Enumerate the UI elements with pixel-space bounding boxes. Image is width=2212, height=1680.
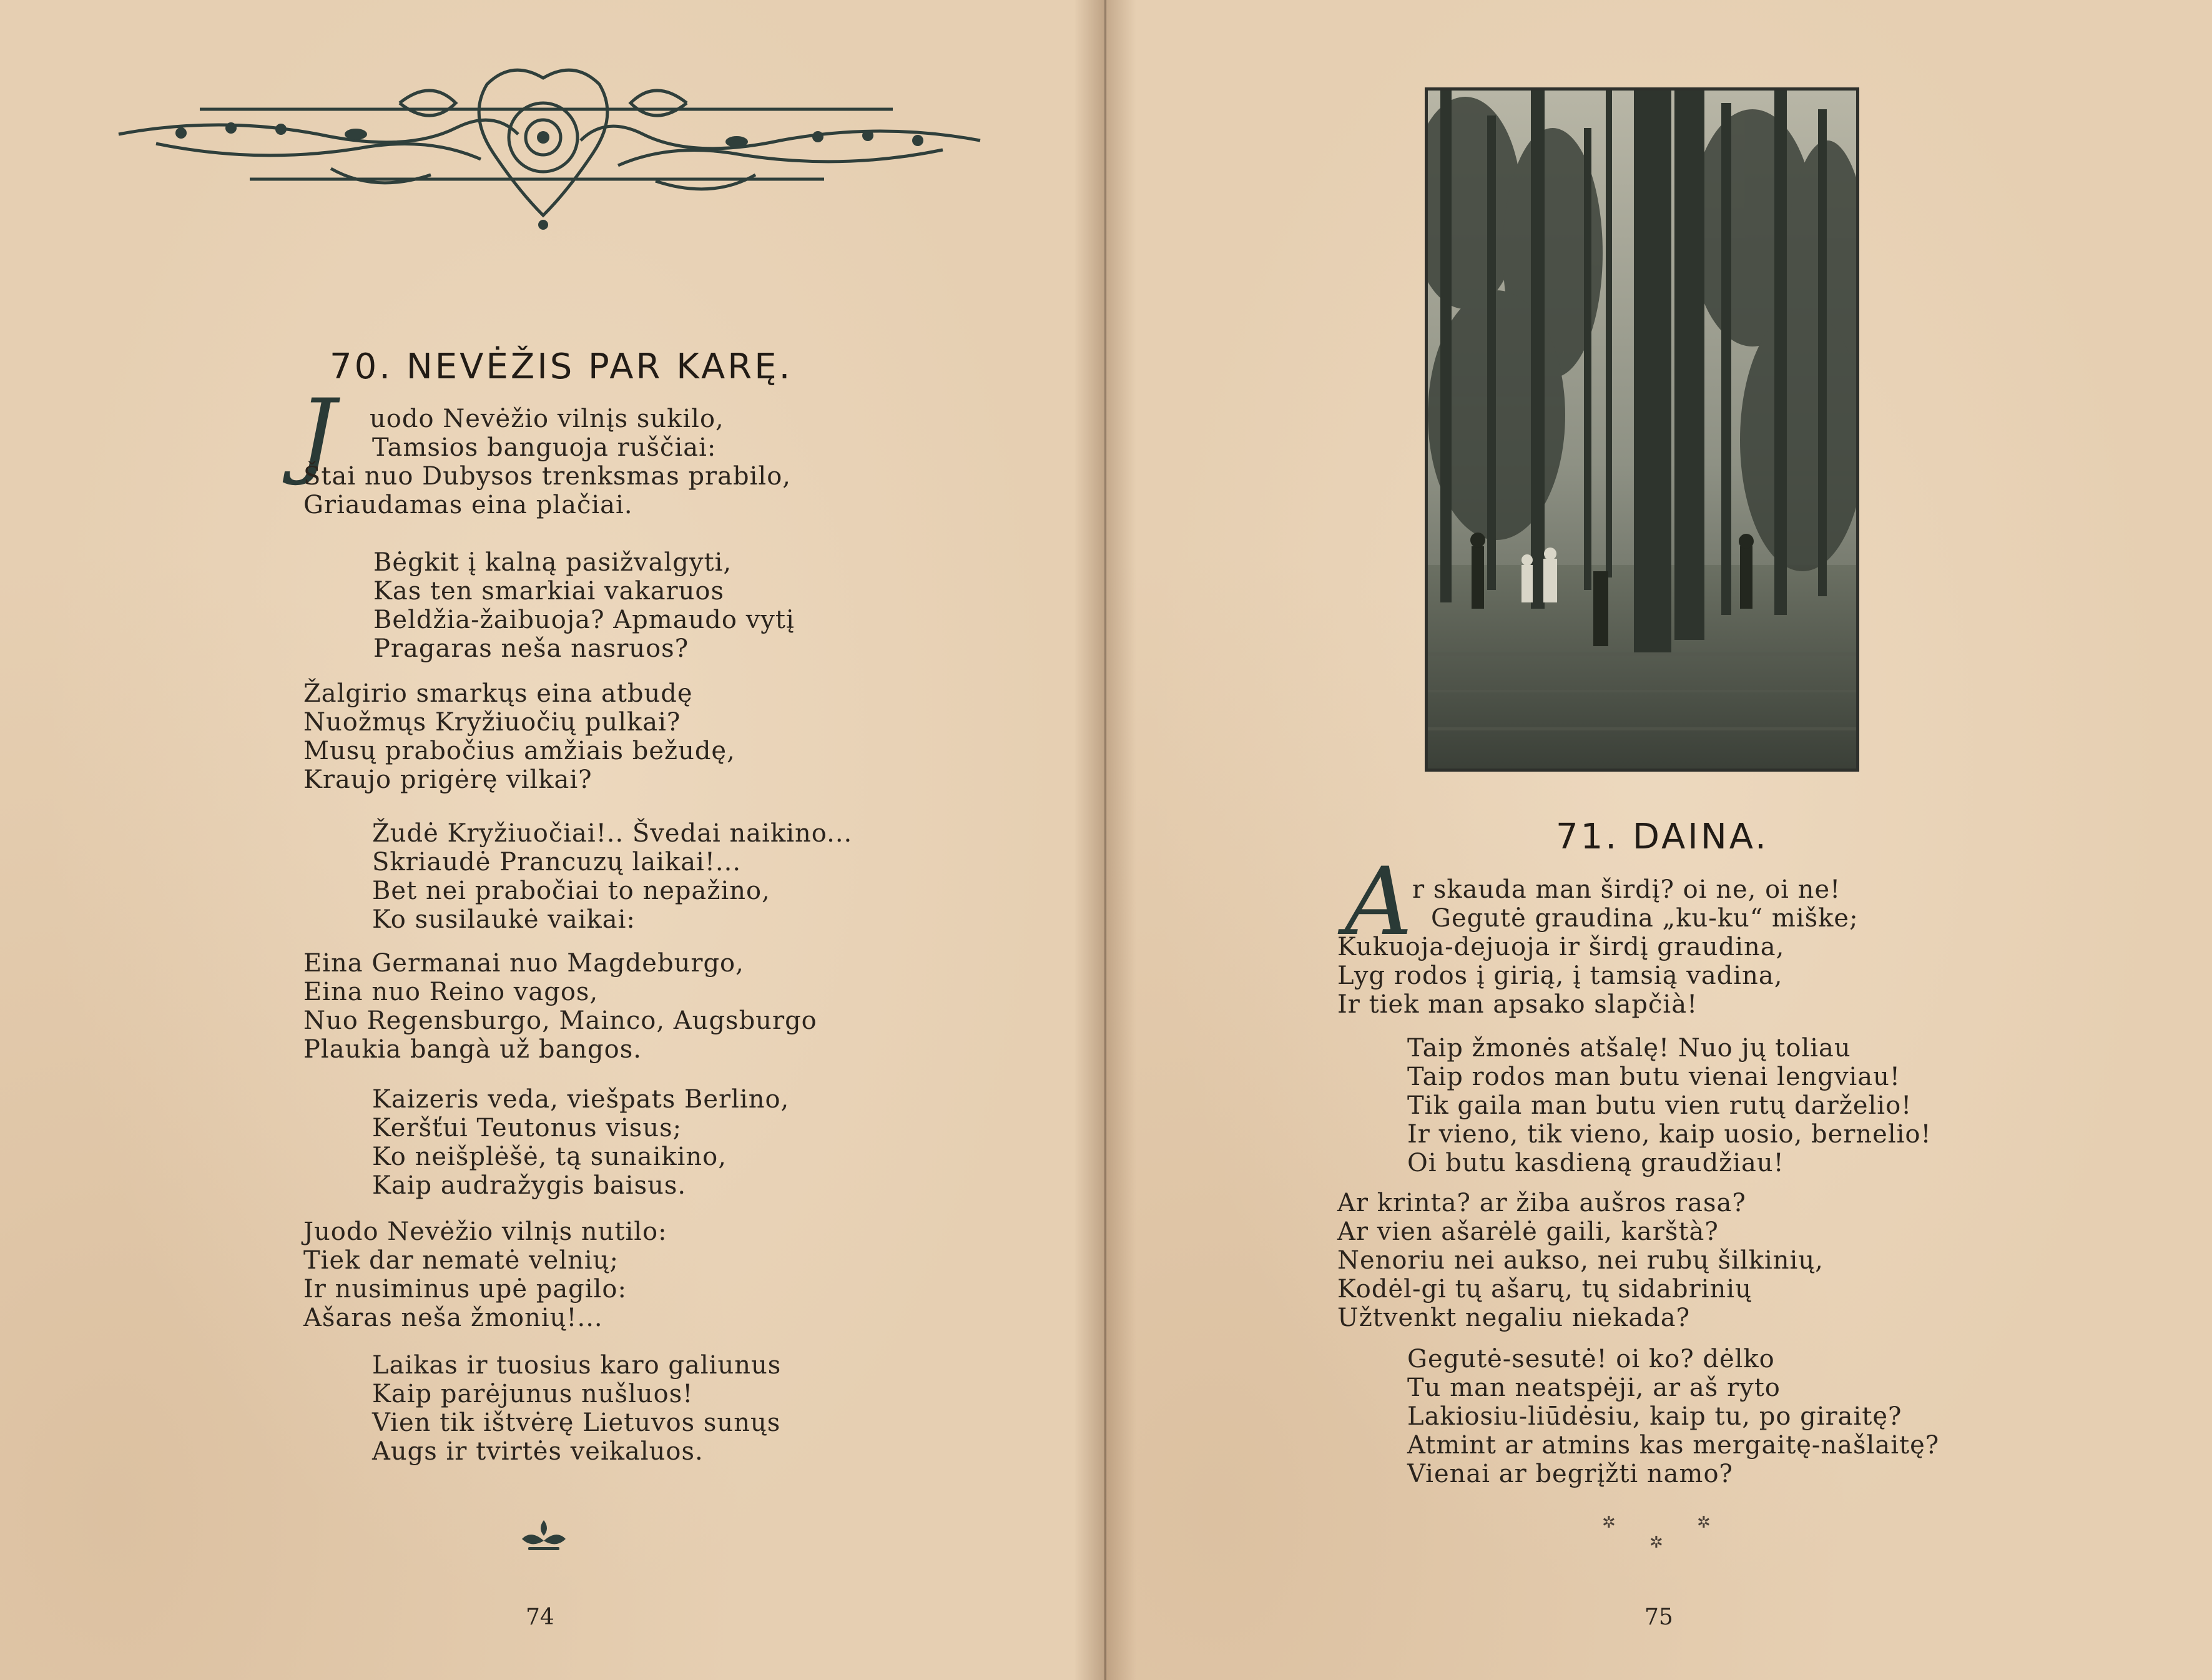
page-number: 74 (526, 1604, 554, 1630)
poem-line: Tik gaila man butu vien rutų darželio! (1407, 1091, 1912, 1120)
stanza-r1 (1412, 875, 1859, 933)
drop-cap-a: A (1345, 848, 1413, 956)
stanza-5 (303, 949, 817, 1064)
poem-line: Štai nuo Dubysos trenksmas prabilo, (303, 462, 792, 491)
stanza-r1-end (1337, 933, 1784, 1019)
poem-line: Tamsios banguoja ruščiai: (372, 433, 717, 462)
poem-line: Vienai ar begrįžti namo? (1407, 1460, 1733, 1488)
poem-line: Keršťui Teutonus visus; (372, 1114, 682, 1142)
poem-line: Atmint ar atmins kas mergaitę-našlaitę? (1407, 1431, 1940, 1460)
poem-line: Užtvenkt negaliu niekada? (1337, 1304, 1691, 1332)
stanza-3 (303, 679, 735, 794)
poem-line: Kaip parėjunus nušluos! (372, 1380, 694, 1408)
poem-line: Gegutė graudina „ku-ku“ miške; (1431, 904, 1859, 933)
forest-image (1428, 91, 1856, 769)
left-page (0, 0, 1104, 1680)
poem-line: Beldžia-žaibuoja? Apmaudo vytį (373, 606, 795, 634)
stanza-6 (372, 1085, 789, 1200)
poem-line: Ir nusiminus upė pagilo: (303, 1275, 627, 1304)
stanza-7 (303, 1217, 667, 1332)
stanza-1 (370, 405, 724, 433)
poem-line: Pragaras neša nasruos? (373, 634, 689, 663)
drop-cap-j: J (298, 380, 337, 488)
poem-line: Laikas ir tuosius karo galiunus (372, 1351, 782, 1380)
poem-title-70: 70. NEVĖŽIS PAR KARĘ. (330, 346, 793, 387)
stanza-8 (372, 1351, 781, 1466)
poem-line: Eina nuo Reino vagos, (303, 978, 599, 1006)
decorative-header-ornament (106, 59, 993, 240)
poem-line: Bėgkit į kalną pasižvalgyti, (373, 548, 732, 577)
poem-line: Taip žmonės atšalę! Nuo jų toliau (1407, 1034, 1851, 1063)
poem-line: Tu man neatspėji, ar aš ryto (1407, 1373, 1781, 1402)
poem-line: r skauda man širdį? oi ne, oi ne! (1412, 875, 1841, 904)
poem-title-71: 71. DAINA. (1556, 817, 1769, 857)
asterism-star-icon: ✲ (1602, 1513, 1616, 1532)
poem-line: Tiek dar nematė velnių; (303, 1246, 619, 1275)
stanza-4 (372, 819, 852, 934)
poem-line: Eina Germanai nuo Magdeburgo, (303, 949, 744, 978)
poem-line: Kas ten smarkiai vakaruos (373, 577, 725, 606)
book-gutter (1074, 0, 1136, 1680)
poem-line: Lakiosiu-liūdėsiu, kaip tu, po giraitę? (1407, 1402, 1902, 1431)
poem-line: Taip rodos man butu vienai lengviau! (1407, 1063, 1900, 1091)
poem-line: Plaukia bangà už bangos. (303, 1035, 642, 1064)
page-number: 75 (1644, 1604, 1673, 1630)
poem-line: Ir vieno, tik vieno, kaip uosio, bernelio! (1407, 1120, 1932, 1149)
poem-line: Ko susilaukė vaikai: (372, 905, 636, 934)
stanza-r2 (1407, 1034, 1932, 1177)
poem-line: Gegutė-sesutė! oi ko? dėlko (1407, 1345, 1775, 1373)
stanza-2 (373, 548, 795, 663)
poem-line: Kodėl-gi tų ašarų, tų sidabrinių (1337, 1275, 1752, 1304)
poem-line: Skriaudė Prancuzų laikai!... (372, 848, 742, 877)
stanza-r3 (1337, 1189, 1824, 1332)
poem-line: Kaip audražygis baisus. (372, 1171, 687, 1200)
poem-line: Kaizeris veda, viešpats Berlino, (372, 1085, 790, 1114)
poem-line: Augs ir tvirtės veikaluos. (372, 1437, 704, 1466)
poem-line: Žalgirio smarkųs eina atbudę (303, 679, 693, 708)
poem-line: Kukuoja-dejuoja ir širdį graudina, (1337, 933, 1785, 961)
poem-line: Bet nei prabočiai to nepažino, (372, 877, 770, 905)
stanza-r4 (1407, 1345, 1939, 1488)
poem-line: Lyg rodos į girią, į tamsią vadina, (1337, 961, 1783, 990)
poem-line: Musų prabočius amžiais bežudę, (303, 737, 735, 765)
poem-line: uodo Nevėžio vilnįs sukilo, (370, 405, 724, 433)
poem-line: Kraujo prigėrę vilkai? (303, 765, 592, 794)
asterism-star-icon: ✲ (1697, 1513, 1711, 1532)
poem-line: Ašaras neša žmonių!... (303, 1304, 603, 1332)
poem-line: Griaudamas eina plačiai. (303, 491, 633, 519)
poem-line: Vien tik ištvėrę Lietuvos sunųs (372, 1408, 781, 1437)
poem-line: Ko neišplėšė, tą sunaikino, (372, 1142, 727, 1171)
poem-line: Žudė Kryžiuočiai!.. Švedai naikino... (372, 819, 853, 848)
asterism-star-icon: ✲ (1649, 1533, 1663, 1552)
forest-photograph (1425, 87, 1859, 772)
poem-line: Ar krinta? ar žiba aušros rasa? (1337, 1189, 1746, 1217)
poem-line: Nuožmųs Kryžiuočių pulkai? (303, 708, 681, 737)
poem-line: Ar vien ašarėlė gaili, karštà? (1337, 1217, 1719, 1246)
poem-line: Juodo Nevėžio vilnįs nutilo: (303, 1217, 667, 1246)
poem-line: Nuo Regensburgo, Mainco, Augsburgo (303, 1006, 817, 1035)
fleuron-ornament-icon (516, 1517, 572, 1555)
poem-line: Oi butu kasdieną graudžiau! (1407, 1149, 1784, 1177)
poem-line: Ir tiek man apsako slapčià! (1337, 990, 1698, 1019)
stanza-1-end (303, 462, 791, 519)
stanza-1-cont (372, 433, 716, 462)
poem-line: Nenoriu nei aukso, nei rubų šilkinių, (1337, 1246, 1824, 1275)
